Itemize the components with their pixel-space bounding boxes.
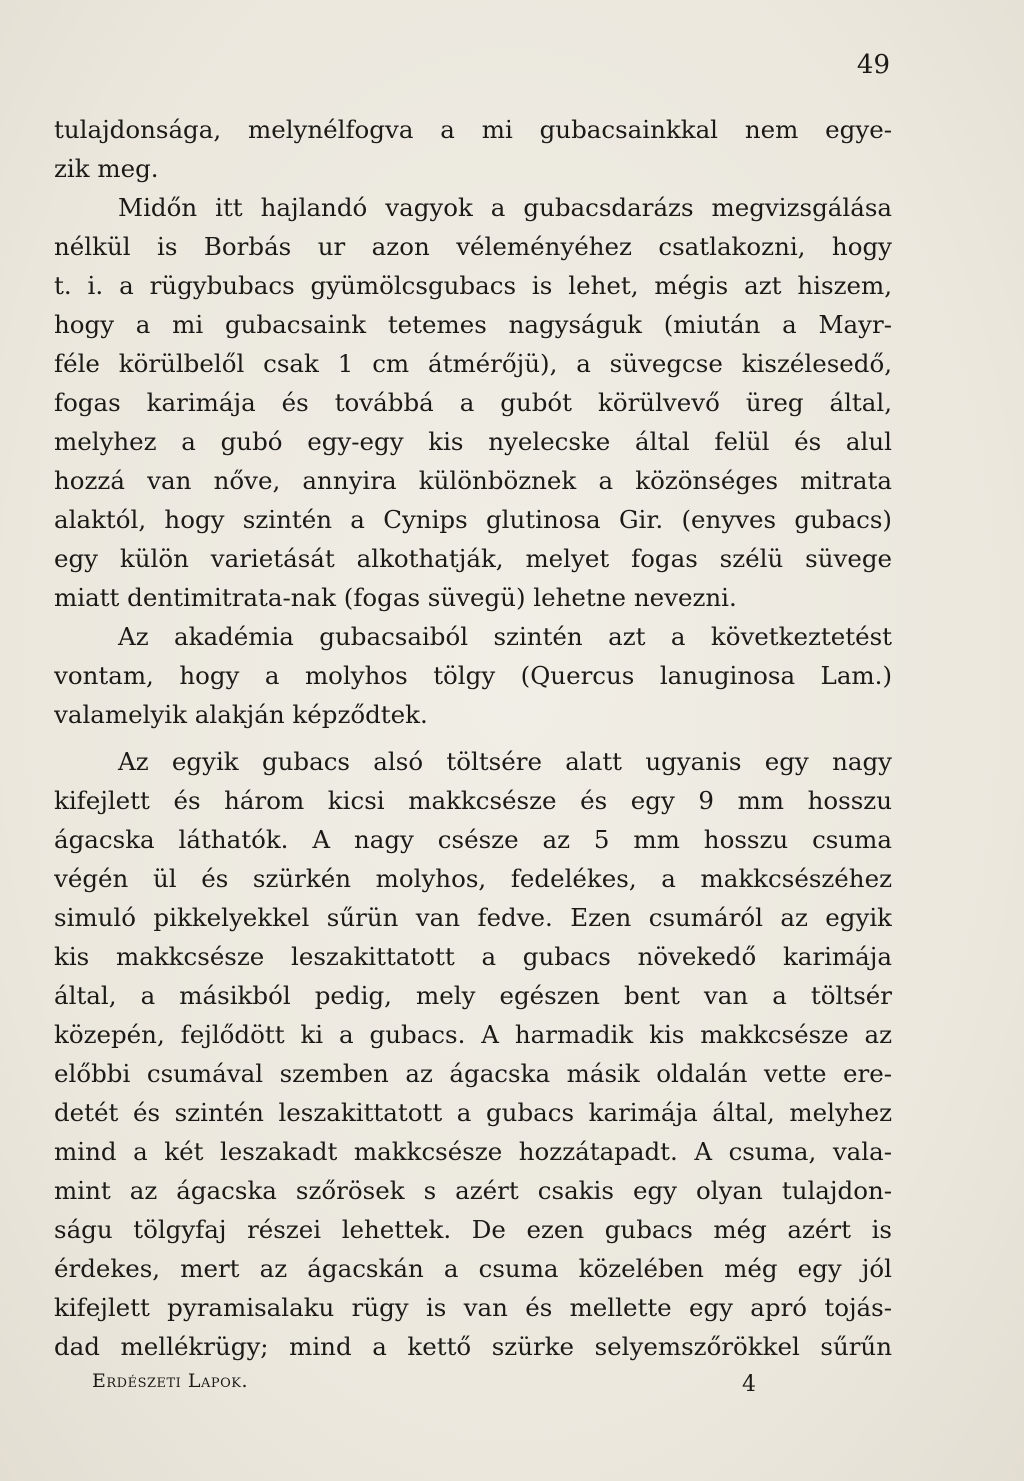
text-line: zik meg. — [54, 154, 159, 183]
text-line: dad mellékrügy; mind a kettő szürke selyemszőrökkel sűrűn — [54, 1332, 892, 1361]
text-line: végén ül és szürkén molyhos, fedelékes, a makkcsészéhez — [54, 864, 892, 893]
body-text — [54, 110, 892, 1366]
text-line: alaktól, hogy szintén a Cynips glutinosa Gir. (enyves gubacs) — [54, 505, 892, 534]
text-line: miatt dentimitrata-nak (fogas süvegü) lehetne nevezni. — [54, 583, 737, 612]
text-line: által, a másikból pedig, mely egészen bent van a töltsér — [54, 981, 892, 1010]
text-line: ágacska láthatók. A nagy csésze az 5 mm hosszu csuma — [54, 825, 892, 854]
text-line: mint az ágacska szőrösek s azért csakis egy olyan tulajdon- — [54, 1176, 892, 1205]
text-line: kifejlett és három kicsi makkcsésze és egy 9 mm hosszu — [54, 786, 892, 815]
text-line: kis makkcsésze leszakittatott a gubacs növekedő karimája — [54, 942, 892, 971]
text-line: hogy a mi gubacsaink tetemes nagyságuk (miután a Mayr- — [54, 310, 892, 339]
text-line: egy külön varietását alkothatják, melyet fogas szélü süvege — [54, 544, 892, 573]
text-line: Midőn itt hajlandó vagyok a gubacsdarázs megvizsgálása — [118, 193, 892, 222]
text-line: nélkül is Borbás ur azon véleményéhez csatlakozni, hogy — [54, 232, 892, 261]
text-line: Az egyik gubacs alsó töltsére alatt ugyanis egy nagy — [118, 747, 892, 776]
page-footer — [92, 1366, 762, 1400]
text-line: tulajdonsága, melynélfogva a mi gubacsainkkal nem egye- — [54, 115, 892, 144]
text-line: közepén, fejlődött ki a gubacs. A harmadik kis makkcsésze az — [54, 1020, 892, 1049]
text-line: ságu tölgyfaj részei lehettek. De ezen gubacs még azért is — [54, 1215, 892, 1244]
journal-title: Erdészeti Lapok. — [92, 1370, 249, 1392]
text-line: Az akadémia gubacsaiból szintén azt a következtetést — [118, 622, 892, 651]
text-line: fogas karimája és továbbá a gubót körülvevő üreg által, — [54, 388, 892, 417]
text-line: mind a két leszakadt makkcsésze hozzátapadt. A csuma, vala- — [54, 1137, 892, 1166]
text-line: hozzá van nőve, annyira különböznek a közönséges mitrata — [54, 466, 892, 495]
text-line: érdekes, mert az ágacskán a csuma közelében még egy jól — [54, 1254, 892, 1283]
text-line: simuló pikkelyekkel sűrün van fedve. Ezen csumáról az egyik — [54, 903, 892, 932]
page-number: 49 — [856, 50, 890, 80]
signature-mark: 4 — [742, 1372, 756, 1397]
paragraph-gap — [54, 734, 892, 742]
text-line: vontam, hogy a molyhos tölgy (Quercus lanuginosa Lam.) — [54, 661, 892, 690]
text-line: melyhez a gubó egy-egy kis nyelecske által felül és alul — [54, 427, 892, 456]
text-line: t. i. a rügybubacs gyümölcsgubacs is lehet, mégis azt hiszem, — [54, 271, 892, 300]
text-line: valamelyik alakján képződtek. — [54, 700, 428, 729]
text-line: féle körülbelől csak 1 cm átmérőjü), a süvegcse kiszélesedő, — [54, 349, 892, 378]
text-line: detét és szintén leszakittatott a gubacs karimája által, melyhez — [54, 1098, 892, 1127]
text-line: kifejlett pyramisalaku rügy is van és mellette egy apró tojás- — [54, 1293, 892, 1322]
text-line: előbbi csumával szemben az ágacska másik oldalán vette ere- — [54, 1059, 892, 1088]
